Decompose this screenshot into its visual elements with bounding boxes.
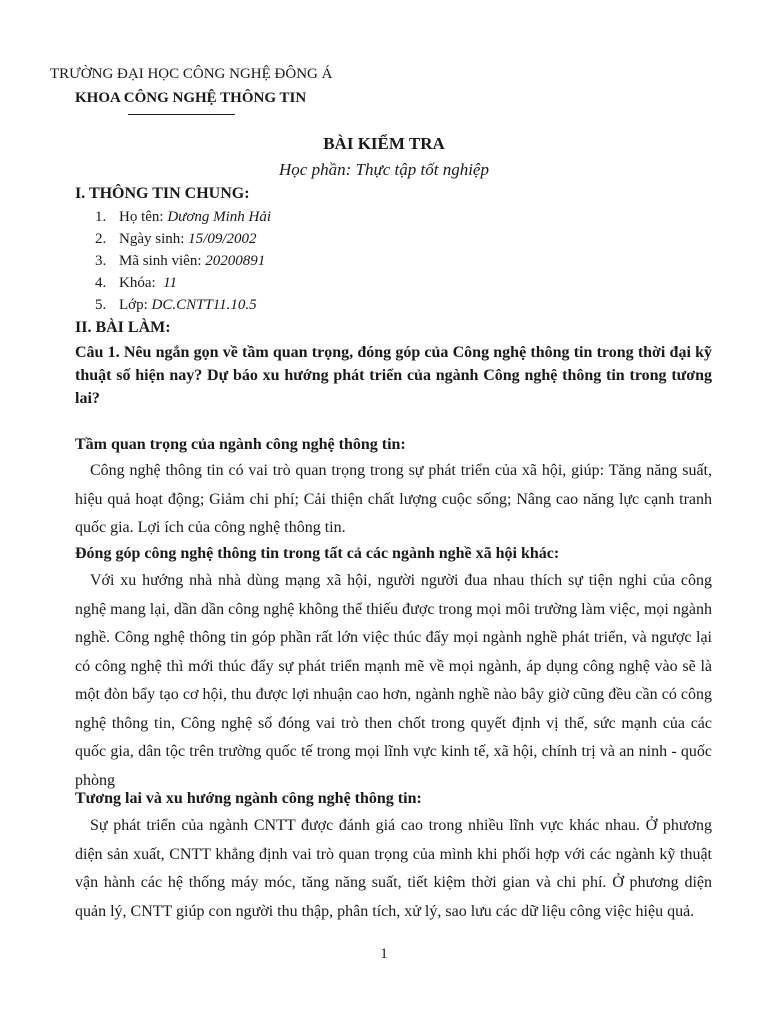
info-item-value: Dương Minh Hải [167, 209, 272, 225]
info-item-number: 5. [95, 297, 107, 313]
info-item-value: 20200891 [205, 253, 266, 269]
info-item-number: 4. [95, 275, 107, 291]
document-subtitle: Học phần: Thực tập tốt nghiệp [279, 160, 489, 179]
info-item-label: Lớp: [119, 297, 152, 313]
faculty-name: KHOA CÔNG NGHỆ THÔNG TIN [75, 90, 307, 106]
university-name: TRƯỜNG ĐẠI HỌC CÔNG NGHỆ ĐÔNG Á [50, 66, 333, 82]
header-underline [128, 114, 235, 115]
info-item-number: 2. [95, 231, 107, 247]
info-item-birthdate [95, 231, 257, 248]
info-item-class [95, 297, 257, 314]
document-title: BÀI KIỂM TRA [323, 134, 445, 153]
part-heading-future: Tương lai và xu hướng ngành công nghệ thông tin: [75, 790, 422, 807]
info-item-label: Mã sinh viên: [119, 253, 206, 269]
info-item-number: 1. [95, 209, 107, 225]
page-number: 1 [380, 946, 388, 962]
part-text-future: Sự phát triển của ngành CNTT được đánh giá cao trong nhiều lĩnh vực khác nhau. Ở phương diện sản xuất, CNTT khẳng định vai trò quan trọng của mình khi phối hợp với các ngành kỹ thuật vận hành các hệ thống máy móc, tăng năng suất, tiết kiệm thời gian và chi phí. Ở phương diện quản lý, CNTT giúp con người thu thập, phân tích, xử lý, sao lưu các dữ liệu công việc hiệu quả. [75, 817, 712, 920]
info-item-name [95, 209, 271, 226]
info-item-course [95, 275, 177, 292]
section-heading-work: II. BÀI LÀM: [75, 319, 171, 336]
info-item-value: DC.CNTT11.10.5 [151, 297, 257, 313]
question-text: Câu 1. Nêu ngắn gọn về tầm quan trọng, đóng góp của Công nghệ thông tin trong thời đại kỹ thuật số hiện nay? Dự báo xu hướng phát triển của ngành Công nghệ thông tin trong tương lai? [75, 344, 712, 407]
info-item-value: 15/09/2002 [188, 231, 257, 247]
part-heading-contribution: Đóng góp công nghệ thông tin trong tất cả các ngành nghề xã hội khác: [75, 545, 560, 562]
info-item-label: Ngày sinh: [119, 231, 189, 247]
part-text-contribution: Với xu hướng nhà nhà dùng mạng xã hội, người người đua nhau thích sự tiện nghi của công nghệ mang lại, dần dần công nghệ không thể thiếu được trong mọi môi trường làm việc, mọi ngành nghề. Công nghệ thông tin góp phần rất lớn việc thúc đẩy mọi ngành nghề phát triển, và ngược lại có công nghệ thì mới thúc đẩy sự phát triển mạnh mẽ về mọi ngành, áp dụng công nghệ vào sẽ là một đòn bẩy tạo cơ hội, thu được lợi nhuận cao hơn, ngành nghề nào bây giờ cũng đều cần có công nghệ thông tin, Công nghệ số đóng vai trò then chốt trong quyết định vị thế, sức mạnh của các quốc gia, dân tộc trên trường quốc tế trong mọi lĩnh vực kinh tế, xã hội, chính trị và an ninh - quốc phòng [75, 572, 712, 789]
info-item-label: Khóa: [119, 275, 164, 291]
part-heading-importance: Tầm quan trọng của ngành công nghệ thông tin: [75, 436, 406, 453]
info-item-label: Họ tên: [119, 209, 168, 225]
info-item-number: 3. [95, 253, 107, 269]
info-item-student-id [95, 253, 265, 270]
part-text-importance: Công nghệ thông tin có vai trò quan trọng trong sự phát triển của xã hội, giúp: Tăng năng suất, hiệu quả hoạt động; Giảm chi phí; Cải thiện chất lượng cuộc sống; Nâng cao năng lực cạnh tranh quốc gia. Lợi ích của công nghệ thông tin. [75, 462, 712, 536]
info-item-value: 11 [163, 275, 178, 291]
section-heading-general-info: I. THÔNG TIN CHUNG: [75, 185, 250, 202]
